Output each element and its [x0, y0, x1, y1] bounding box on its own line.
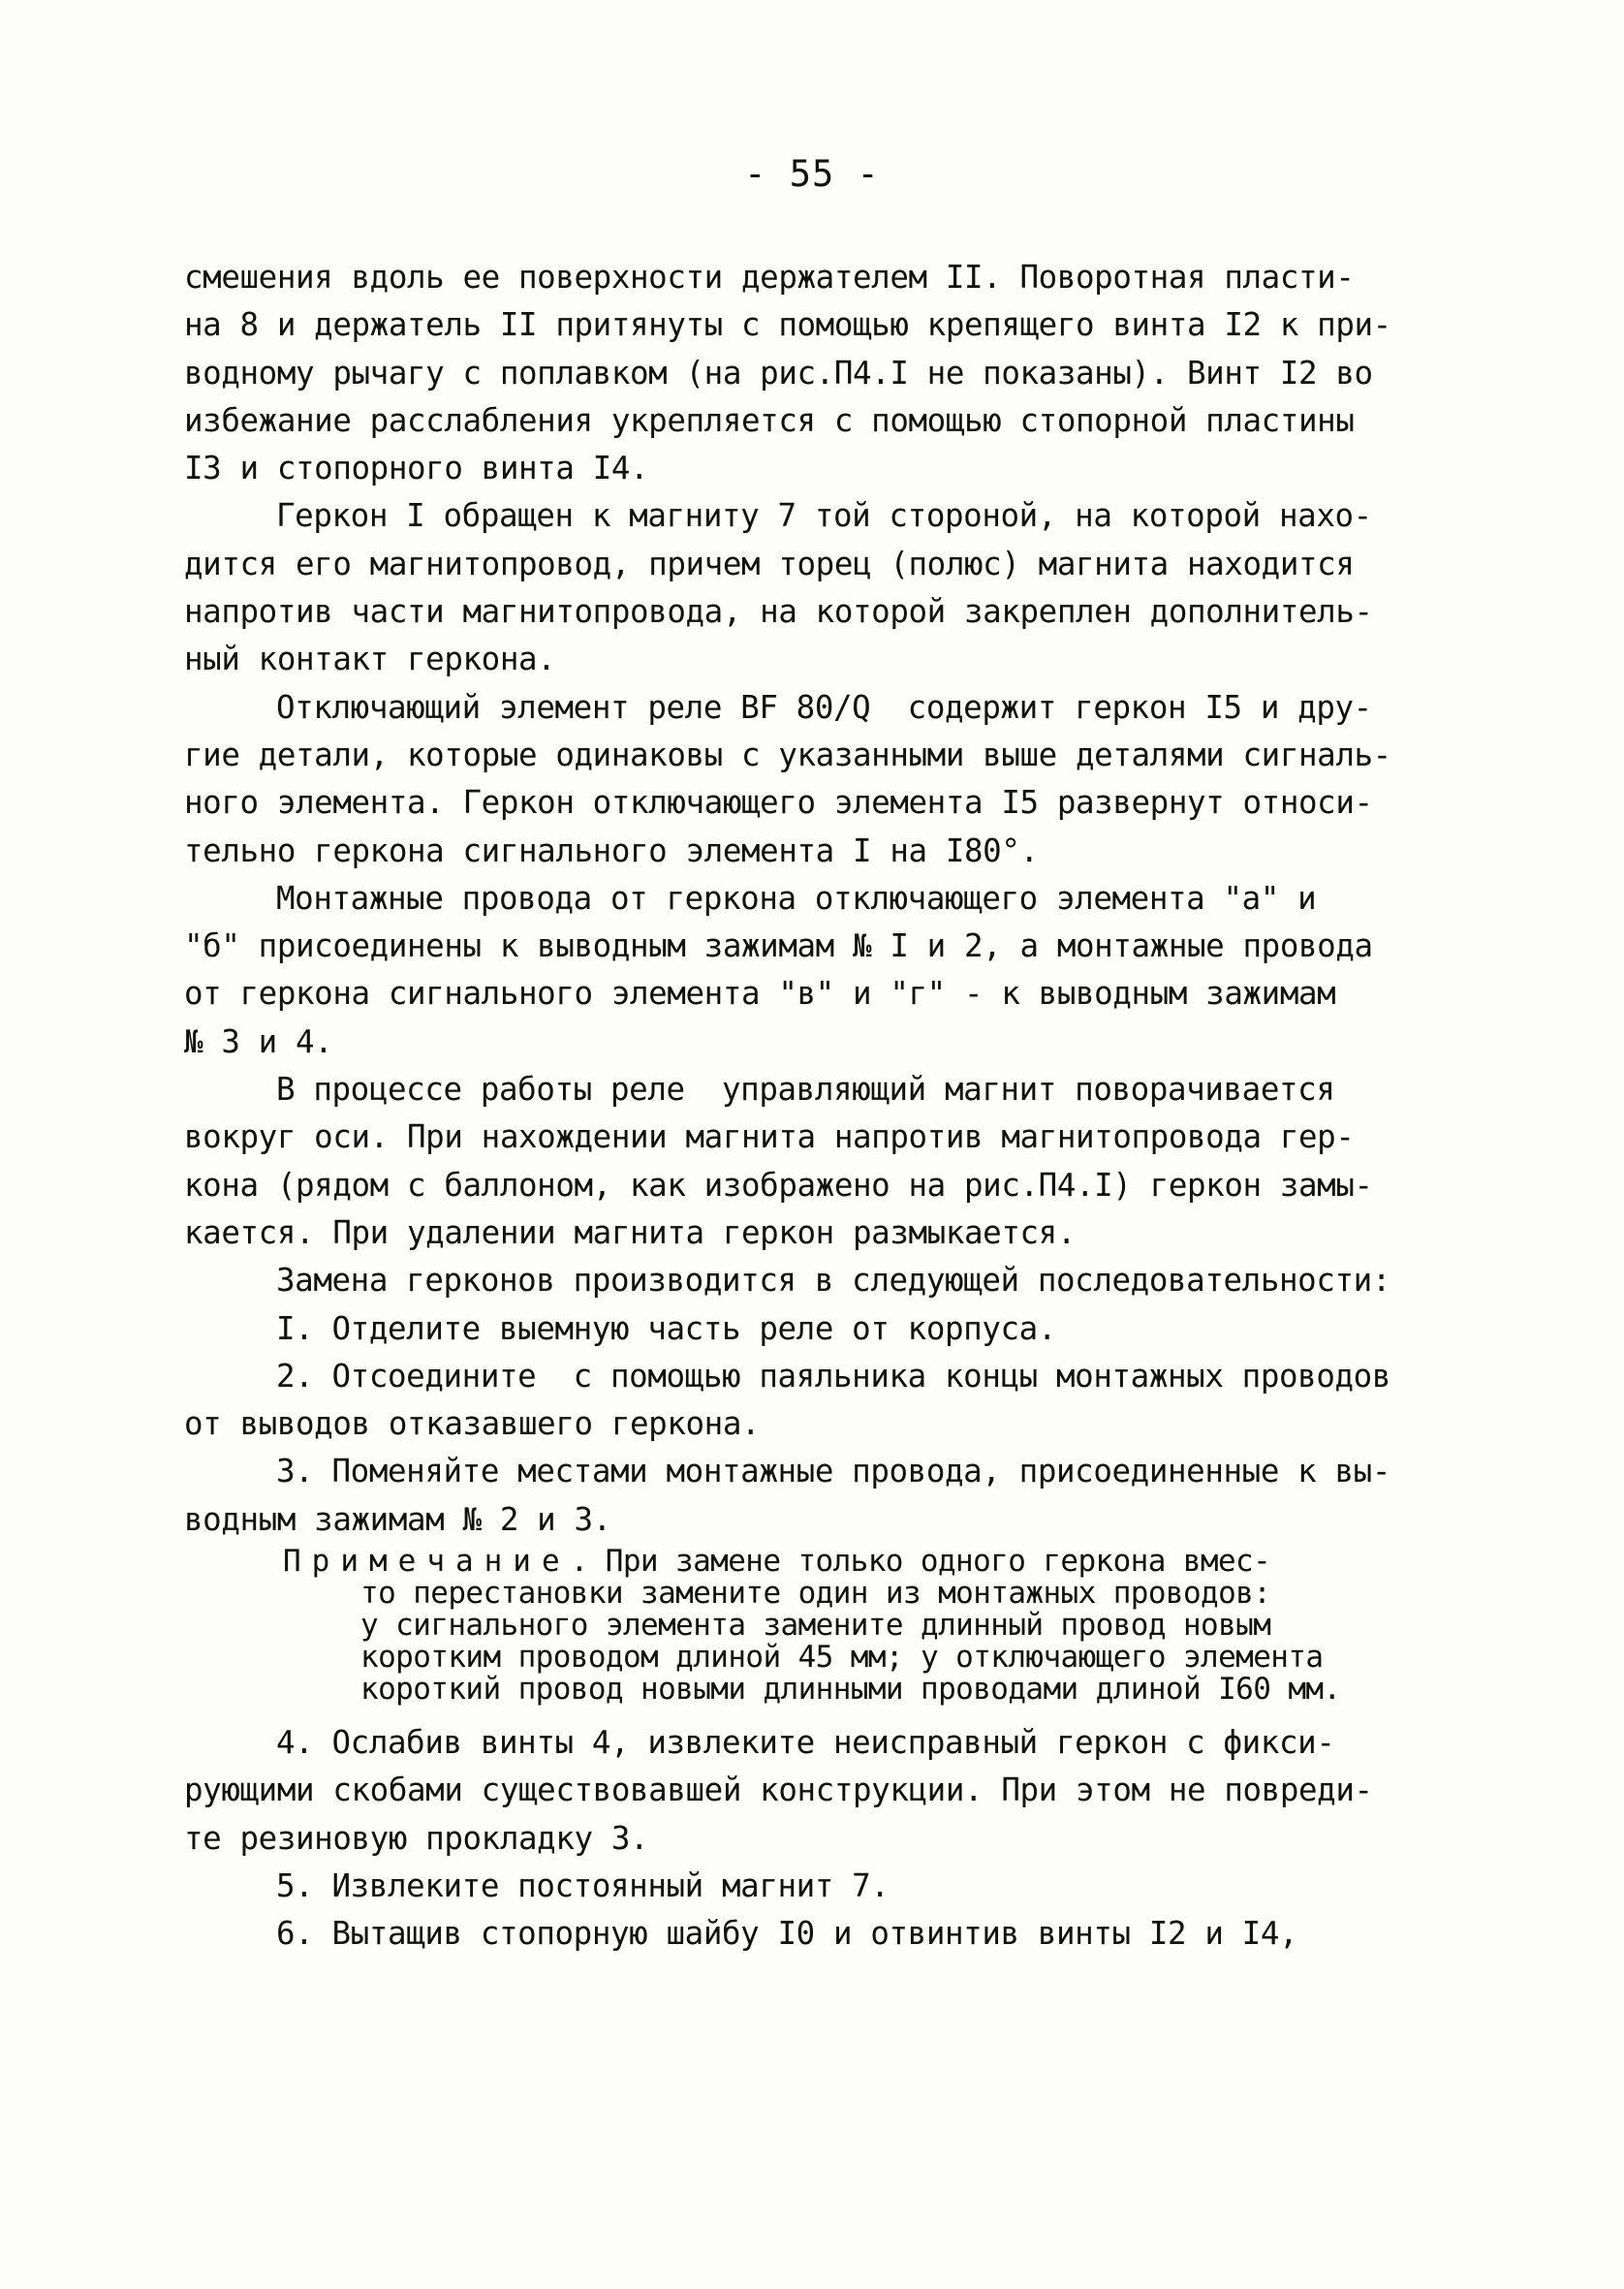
paragraph-start-line: Отключающий элемент реле BF 80/Q содержит геркон I5 и дру- [276, 688, 1372, 726]
text-line: дится его магнитопровод, причем торец (полюс) магнита находится [184, 545, 1355, 582]
paragraph-start-line: Монтажные провода от геркона отключающего элемента "а" и [276, 879, 1317, 917]
note-block [184, 1546, 1483, 1706]
text-line: № 3 и 4. [184, 1022, 333, 1060]
page-number: - 55 - [744, 153, 880, 195]
note-line: короткий провод новыми длинными проводами длиной I60 мм. [360, 1672, 1341, 1708]
step-line: 4. Ослабив винты 4, извлеките неисправный геркон с фикси- [276, 1724, 1335, 1762]
step-line: 5. Извлеките постоянный магнит 7. [276, 1866, 890, 1904]
step-line: 2. Отсоедините с помощью паяльника концы монтажных проводов [276, 1357, 1390, 1395]
step-line: I. Отделите выемную часть реле от корпуса. [276, 1309, 1056, 1347]
text-line: рующими скобами существовавшей конструкции. При этом не повреди- [184, 1772, 1373, 1809]
text-line: те резиновую прокладку 3. [184, 1819, 649, 1857]
text-line: гие детали, которые одинаковы с указанными выше деталями сигналь- [184, 736, 1391, 773]
text-line: I3 и стопорного винта I4. [184, 450, 649, 487]
paragraph-start-line: В процессе работы реле управляющий магнит поворачивается [276, 1071, 1335, 1109]
paragraph-start-line: Замена герконов производится в следующей последовательности: [276, 1262, 1390, 1300]
note-line: то перестановки замените один из монтажных проводов: [360, 1576, 1271, 1612]
step-line: 3. Поменяйте местами монтажные провода, присоединенные к вы- [276, 1453, 1390, 1490]
text-line: от выводов отказавшего геркона. [184, 1405, 761, 1443]
text-line: водным зажимам № 2 и 3. [184, 1500, 611, 1538]
body-text [184, 254, 1483, 1959]
text-line: вокруг оси. При нахождении магнита напротив магнитопровода гер- [184, 1118, 1355, 1156]
text-line: водному рычагу с поплавком (на рис.П4.I не показаны). Винт I2 во [184, 354, 1373, 392]
paragraph-start-line: Геркон I обращен к магниту 7 той стороной, на которой нахо- [276, 497, 1372, 535]
step-line: 6. Вытащив стопорную шайбу I0 и отвинтив винты I2 и I4, [276, 1915, 1298, 1953]
text-line: ного элемента. Геркон отключающего элемента I5 развернут относи- [184, 784, 1373, 822]
text-line: тельно геркона сигнального элемента I на I80°. [184, 831, 1039, 869]
note-line: у сигнального элемента замените длинный провод новым [360, 1608, 1271, 1644]
note-first-line [184, 1546, 1483, 1578]
note-line: коротким проводом длиной 45 мм; у отключающего элемента [360, 1640, 1324, 1676]
text-line: от геркона сигнального элемента "в" и "г" - к выводным зажимам [184, 975, 1336, 1013]
text-line: избежание расслабления укрепляется с помощью стопорной пластины [184, 401, 1355, 439]
note-first-line-text: . При замене только одного геркона вмес- [570, 1544, 1271, 1580]
text-line: ный контакт геркона. [184, 641, 556, 678]
text-line: кается. При удалении магнита геркон размыкается. [184, 1213, 1076, 1251]
text-line: "б" присоединены к выводным зажимам № I и 2, а монтажные провода [184, 927, 1373, 965]
text-line: кона (рядом с баллоном, как изображено на рис.П4.I) геркон замы- [184, 1166, 1373, 1204]
text-line: смешения вдоль ее поверхности держателем II. Поворотная пласти- [184, 259, 1355, 296]
text-line: на 8 и держатель II притянуты с помощью крепящего винта I2 к при- [184, 306, 1391, 344]
note-label: Примечание [283, 1544, 571, 1580]
text-line: напротив части магнитопровода, на которой закреплен дополнитель- [184, 593, 1373, 631]
